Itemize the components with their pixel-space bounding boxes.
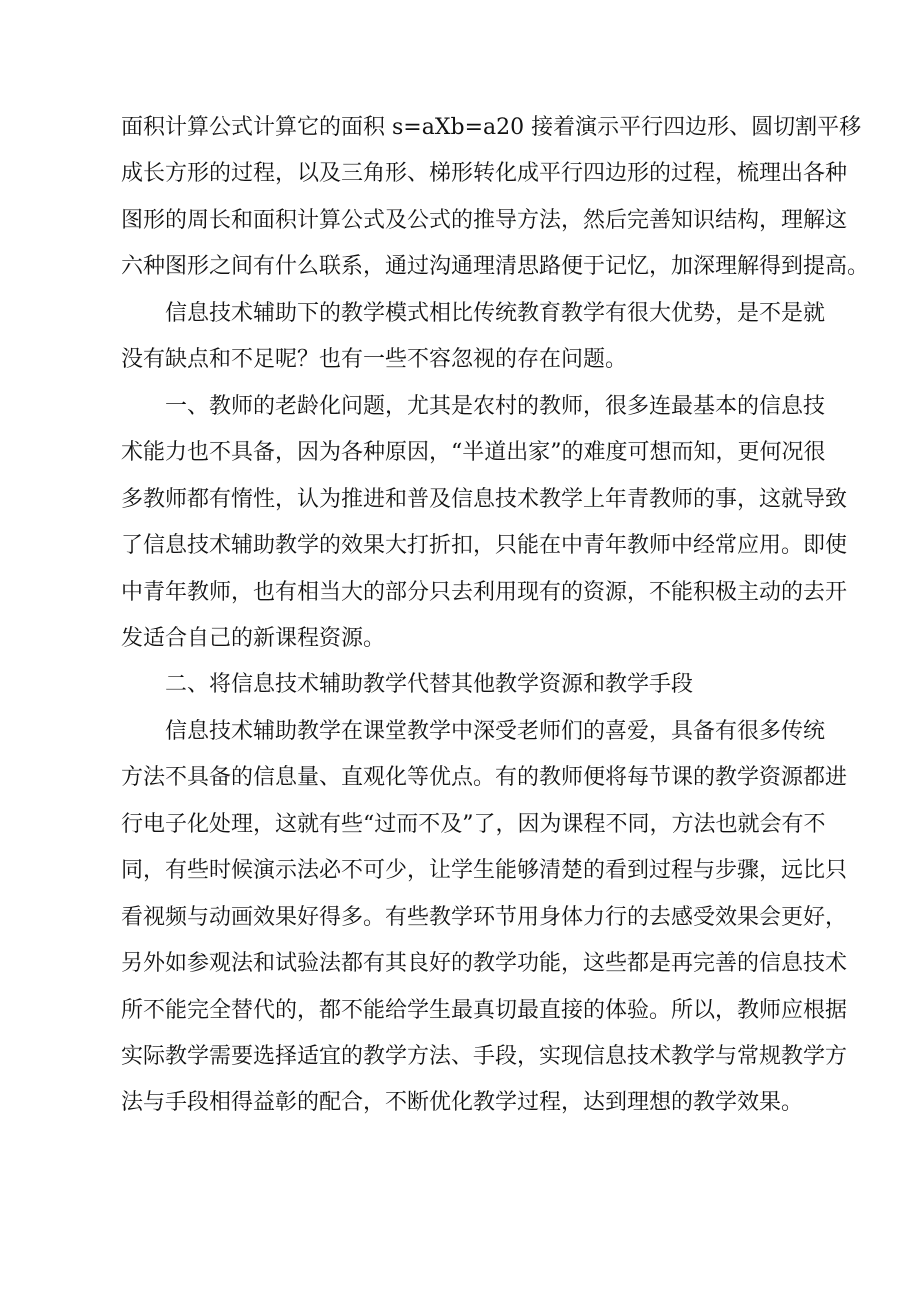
text-line: 六种图形之间有什么联系，通过沟通理清思路便于记忆，加深理解得到提高。	[121, 254, 870, 280]
text-line: 中青年教师，也有相当大的部分只去利用现有的资源，不能积极主动的去开	[121, 579, 848, 605]
text-line: 面积计算公式计算它的面积 s=aXb=a20 接着演示平行四边形、圆切割平移	[121, 115, 862, 140]
text-line: 没有缺点和不足呢？也有一些不容忽视的存在问题。	[121, 347, 628, 373]
text-line: 信息技术辅助教学在课堂教学中深受老师们的喜爱，具备有很多传统	[165, 718, 826, 744]
text-line: 所不能完全替代的，都不能给学生最真切最直接的体验。所以，教师应根据	[121, 997, 848, 1023]
text-line: 一、教师的老龄化问题，尤其是农村的教师，很多连最基本的信息技	[165, 393, 826, 419]
text-line: 实际教学需要选择适宜的教学方法、手段，实现信息技术教学与常规教学方	[121, 1044, 848, 1069]
text-line: 看视频与动画效果好得多。有些教学环节用身体力行的去感受效果会更好，	[121, 904, 848, 930]
text-line: 发适合自己的新课程资源。	[121, 625, 386, 651]
text-line: 信息技术辅助下的教学模式相比传统教育教学有很大优势，是不是就	[165, 300, 826, 326]
text-line: 了信息技术辅助教学的效果大打折扣，只能在中青年教师中经常应用。即使	[121, 533, 848, 559]
text-line: 行电子化处理，这就有些“过而不及”了，因为课程不同，方法也就会有不	[121, 811, 826, 837]
text-line: 方法不具备的信息量、直观化等优点。有的教师便将每节课的教学资源都进	[121, 765, 848, 791]
text-line: 成长方形的过程，以及三角形、梯形转化成平行四边形的过程，梳理出各种	[121, 161, 848, 187]
text-line: 法与手段相得益彰的配合，不断优化教学过程，达到理想的教学效果。	[121, 1090, 804, 1116]
text-line: 同，有些时候演示法必不可少，让学生能够清楚的看到过程与步骤，远比只	[121, 858, 848, 884]
text-line: 二、将信息技术辅助教学代替其他教学资源和教学手段	[165, 672, 694, 698]
text-line: 另外如参观法和试验法都有其良好的教学功能，这些都是再完善的信息技术	[121, 951, 848, 977]
text-line: 术能力也不具备，因为各种原因，“半道出家”的难度可想而知，更何况很	[121, 440, 826, 466]
text-line: 多教师都有惰性，认为推进和普及信息技术教学上年青教师的事，这就导致	[121, 486, 848, 512]
text-line: 图形的周长和面积计算公式及公式的推导方法，然后完善知识结构，理解这	[121, 207, 848, 233]
